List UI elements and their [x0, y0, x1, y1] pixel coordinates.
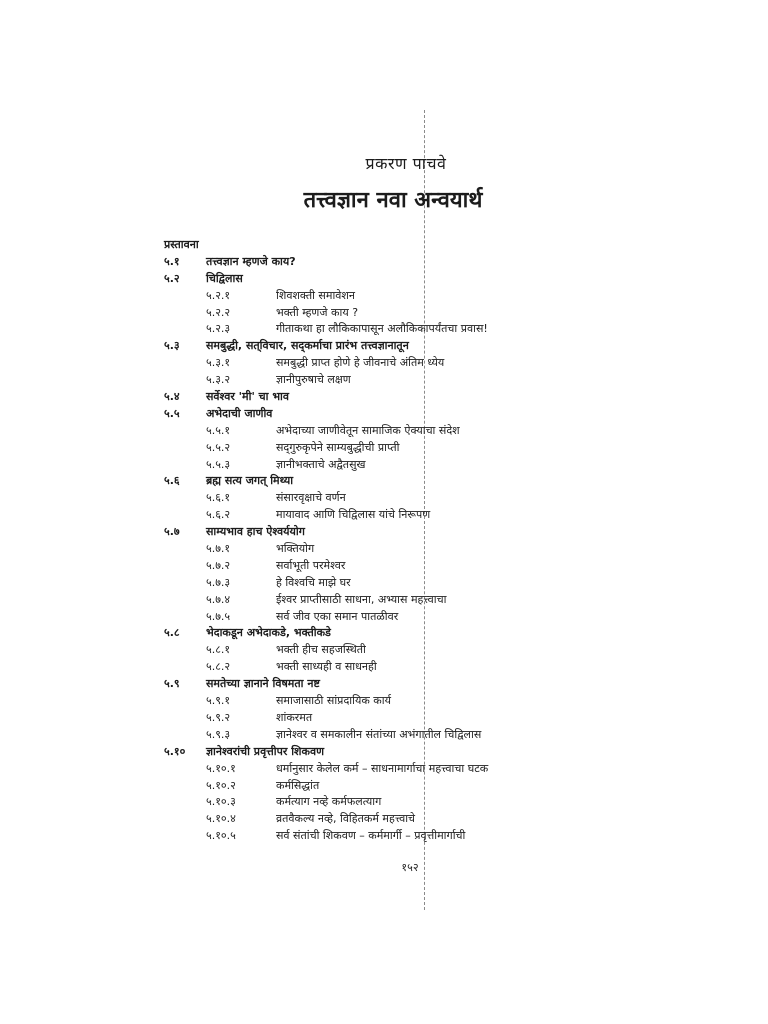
toc-subsection-entry: [0, 423, 768, 440]
entry-number: ५.३.१: [206, 356, 231, 370]
toc-section-entry: [0, 271, 768, 288]
entry-title: प्रस्तावना: [164, 238, 199, 251]
entry-number: ५.१०.२: [206, 778, 236, 792]
entry-title: ज्ञानीभक्ताचे अद्वैतसुख: [276, 457, 366, 471]
table-of-contents: [0, 237, 768, 845]
entry-title: साम्यभाव हाच ऐश्वर्ययोग: [206, 525, 305, 539]
entry-number: ५.६.२: [206, 508, 231, 522]
entry-title: ज्ञानेश्वर व समकालीन संतांच्या अभंगातील चिद्विलास: [276, 727, 482, 741]
entry-title: भक्ती म्हणजे काय ?: [276, 305, 359, 319]
entry-title: सद्‌गुरुकृपेने साम्यबुद्धीची प्राप्ती: [276, 440, 400, 454]
entry-title: सर्वेश्वर 'मी' चा भाव: [206, 390, 290, 404]
entry-number: ५.३: [164, 339, 180, 353]
entry-number: ५.१०.५: [206, 829, 236, 843]
entry-number: ५.२.१: [206, 288, 231, 302]
entry-title: गीताकथा हा लौकिकापासून अलौकिकापर्यंतचा प्रवास!: [276, 322, 488, 336]
toc-section-entry: [0, 676, 768, 693]
entry-number: ५.१०.४: [206, 812, 236, 826]
toc-section-entry: [0, 744, 768, 761]
entry-title: सर्वाभूती परमेश्वर: [276, 558, 346, 572]
entry-title: मायावाद आणि चिद्विलास यांचे निरूपण: [276, 508, 431, 522]
toc-subsection-entry: [0, 305, 768, 322]
toc-subsection-entry: [0, 490, 768, 507]
entry-number: ५.८: [164, 626, 180, 640]
toc-section-entry: [0, 524, 768, 541]
entry-number: ५.१०.३: [206, 795, 236, 809]
toc-intro-entry: [0, 237, 768, 254]
entry-title: भक्ती हीच सहजस्थिती: [276, 643, 366, 657]
entry-title: समबुद्धी, सत्‌विचार, सद्‌कर्माचा प्रारंभ तत्त्वज्ञानातून: [206, 339, 409, 353]
toc-subsection-entry: [0, 288, 768, 305]
entry-number: ५.१०.१: [206, 761, 236, 775]
toc-subsection-entry: [0, 575, 768, 592]
toc-section-entry: [0, 389, 768, 406]
entry-title: शिवशक्ती समावेशन: [276, 288, 356, 302]
entry-title: अभेदाची जाणीव: [206, 406, 273, 420]
entry-title: समाजासाठी सांप्रदायिक कार्य: [276, 694, 391, 708]
toc-subsection-entry: [0, 642, 768, 659]
entry-number: ५.५.१: [206, 423, 231, 437]
toc-subsection-entry: [0, 828, 768, 845]
entry-title: भक्तियोग: [276, 542, 315, 556]
entry-number: ५.९: [164, 677, 180, 691]
entry-title: समबुद्धी प्राप्त होणे हे जीवनाचे अंतिम ध्येय: [276, 356, 445, 370]
entry-title: कर्मसिद्धांत: [276, 778, 320, 792]
toc-section-entry: [0, 338, 768, 355]
toc-subsection-entry: [0, 372, 768, 389]
toc-subsection-entry: [0, 778, 768, 795]
entry-number: ५.७.३: [206, 575, 231, 589]
entry-title: सर्व जीव एका समान पातळीवर: [276, 609, 399, 623]
entry-number: ५.६.१: [206, 491, 231, 505]
entry-title: ज्ञानीपुरुषाचे लक्षण: [276, 373, 351, 387]
toc-subsection-entry: [0, 659, 768, 676]
entry-title: हे विश्वचि माझे घर: [276, 575, 351, 589]
entry-title: ईश्वर प्राप्तीसाठी साधना, अभ्यास महत्त्वाचा: [276, 592, 447, 606]
entry-title: व्रतवैकल्य नव्हे, विहितकर्म महत्त्वाचे: [276, 812, 416, 826]
toc-subsection-entry: [0, 761, 768, 778]
entry-number: ५.५.२: [206, 440, 231, 454]
toc-subsection-entry: [0, 609, 768, 626]
entry-number: ५.९.१: [206, 694, 231, 708]
entry-title: कर्मत्याग नव्हे कर्मफलत्याग: [276, 795, 382, 809]
entry-title: शांकरमत: [276, 710, 313, 724]
entry-number: ५.२.२: [206, 305, 231, 319]
chapter-title: तत्त्वज्ञान नवा अन्वयार्थ: [303, 188, 483, 213]
entry-number: ५.७: [164, 525, 180, 539]
entry-number: ५.७.१: [206, 542, 231, 556]
entry-number: ५.७.५: [206, 609, 231, 623]
entry-title: ब्रह्म सत्य जगत् मिथ्या: [206, 474, 294, 488]
entry-number: ५.७.४: [206, 592, 231, 606]
entry-number: ५.१: [164, 254, 180, 268]
toc-subsection-entry: [0, 727, 768, 744]
toc-subsection-entry: [0, 794, 768, 811]
entry-number: ५.८.१: [206, 643, 231, 657]
toc-subsection-entry: [0, 710, 768, 727]
entry-number: ५.२.३: [206, 322, 231, 336]
toc-subsection-entry: [0, 811, 768, 828]
toc-subsection-entry: [0, 558, 768, 575]
entry-title: धर्मानुसार केलेल कर्म – साधनामार्गाचा महत्त्वाचा घटक: [276, 761, 489, 775]
entry-title: तत्त्वज्ञान म्हणजे काय?: [206, 254, 296, 268]
toc-subsection-entry: [0, 355, 768, 372]
entry-title: भेदाकडून अभेदाकडे, भक्तीकडे: [206, 626, 331, 640]
entry-number: ५.२: [164, 271, 180, 285]
toc-section-entry: [0, 473, 768, 490]
entry-title: सर्व संतांची शिकवण – कर्ममार्गी – प्रवृत्तीमार्गाची: [276, 829, 466, 843]
entry-number: ५.१०: [164, 744, 186, 758]
entry-title: समतेच्या ज्ञानाने विषमता नष्ट: [206, 677, 320, 691]
entry-title: चिद्विलास: [206, 271, 243, 285]
entry-number: ५.५.३: [206, 457, 231, 471]
toc-subsection-entry: [0, 693, 768, 710]
entry-number: ५.५: [164, 406, 180, 420]
toc-section-entry: [0, 625, 768, 642]
toc-subsection-entry: [0, 507, 768, 524]
entry-title: संसारवृक्षाचे वर्णन: [276, 491, 346, 505]
entry-number: ५.७.२: [206, 558, 231, 572]
toc-subsection-entry: [0, 541, 768, 558]
chapter-header: [0, 152, 768, 214]
entry-number: ५.४: [164, 390, 180, 404]
toc-subsection-entry: [0, 440, 768, 457]
entry-title: भक्ती साध्यही व साधनही: [276, 660, 377, 674]
entry-title: अभेदाच्या जाणीवेतून सामाजिक ऐक्याचा संदेश: [276, 423, 460, 437]
entry-number: ५.९.३: [206, 727, 231, 741]
entry-title: ज्ञानेश्वरांची प्रवृत्तीपर शिकवण: [206, 744, 325, 758]
entry-number: ५.६: [164, 474, 180, 488]
toc-subsection-entry: [0, 592, 768, 609]
page-number: १५२: [401, 861, 419, 874]
entry-number: ५.९.२: [206, 710, 231, 724]
toc-section-entry: [0, 254, 768, 271]
toc-section-entry: [0, 406, 768, 423]
entry-number: ५.८.२: [206, 660, 231, 674]
chapter-subtitle: प्रकरण पाचवे: [365, 154, 447, 173]
entry-number: ५.३.२: [206, 373, 231, 387]
toc-subsection-entry: [0, 457, 768, 474]
toc-subsection-entry: [0, 321, 768, 338]
